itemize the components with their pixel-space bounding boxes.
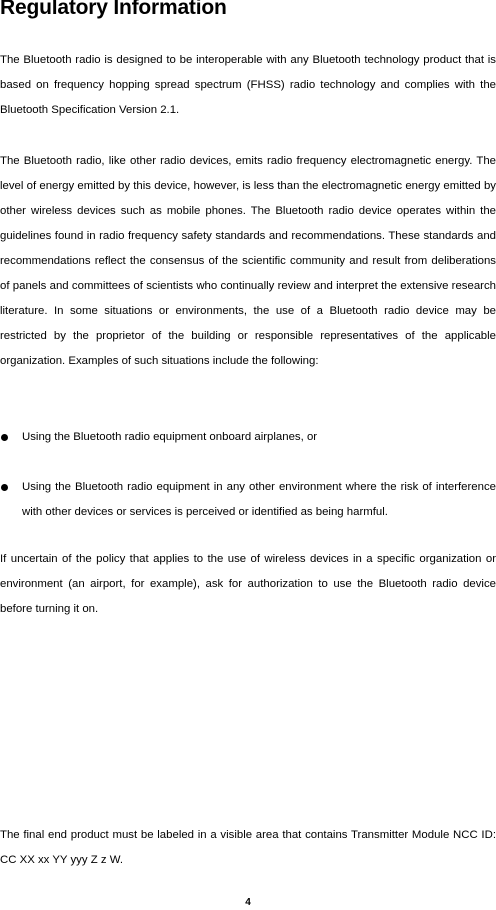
bullet-text: Using the Bluetooth radio equipment in any other environment where the risk of interference with other devices or services is perceived or identified as being harmful. [22, 481, 496, 518]
bullet-item-other-environment [0, 475, 496, 525]
bullet-dot-icon [1, 484, 8, 491]
bullet-dot-icon [1, 434, 8, 441]
page-number: 4 [245, 897, 251, 908]
page-title: Regulatory Information [0, 0, 227, 19]
paragraph-rf-energy: The Bluetooth radio, like other radio devices, emits radio frequency electromagnetic energy. The level of energy emitted by this device, however, is less than the electromagnetic energy emitted by other wireless devices such as mobile phones. The Bluetooth radio device operates within the guidelines found in radio frequency safety standards and recommendations. These standards and recommendations reflect the consensus of the scientific community and result from deliberations of panels and committees of scientists who continually review and interpret the extensive research literature. In some situations or environments, the use of a Bluetooth radio device may be restricted by the proprietor of the building or responsible representatives of the applicable organization. Examples of such situations include the following: [0, 155, 496, 367]
paragraph-interoperability: The Bluetooth radio is designed to be interoperable with any Bluetooth technology product that is based on frequency hopping spread spectrum (FHSS) radio technology and complies with the Bluetooth Specification Version 2.1. [0, 54, 496, 116]
paragraph-uncertain-policy: If uncertain of the policy that applies to the use of wireless devices in a specific organization or environment (an airport, for example), ask for authorization to use the Bluetooth radio device before turning it on. [0, 553, 496, 615]
paragraph-ncc-label: The final end product must be labeled in a visible area that contains Transmitter Module NCC ID: CC XX xx YY yyy Z z W. [0, 829, 496, 866]
bullet-text: Using the Bluetooth radio equipment onboard airplanes, or [22, 431, 318, 443]
bullet-item-airplanes [0, 425, 496, 450]
